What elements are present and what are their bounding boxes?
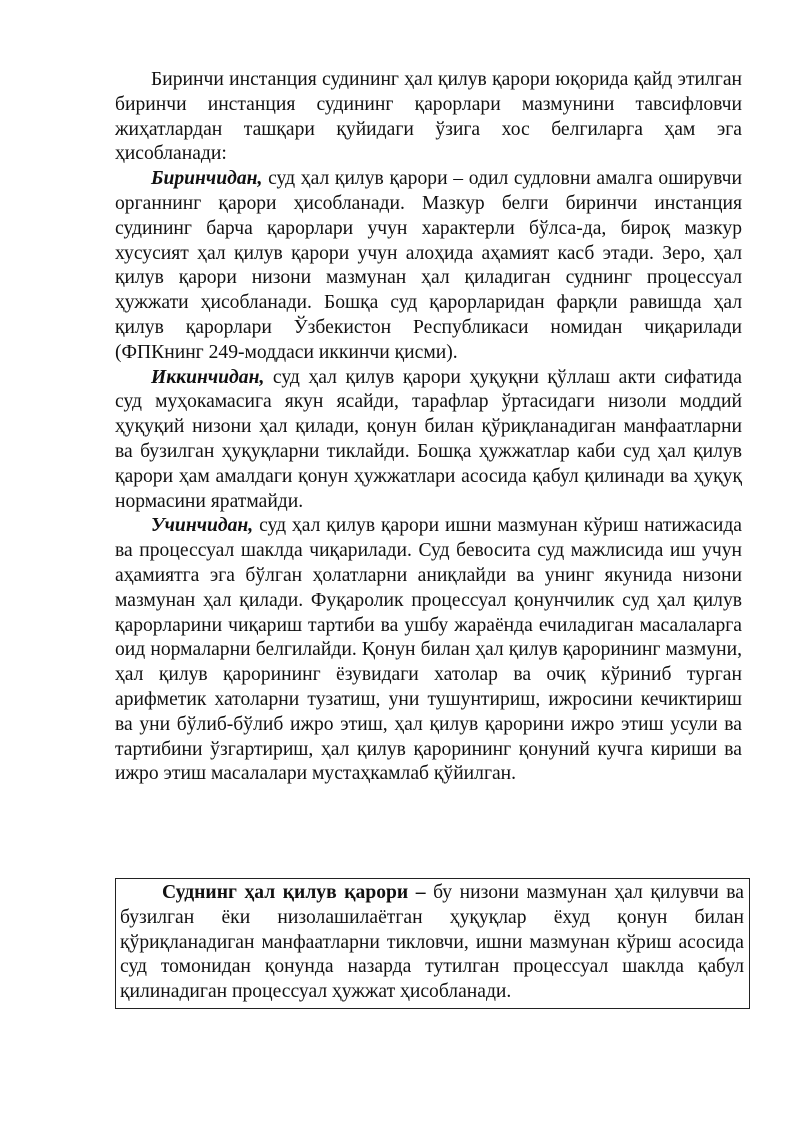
point-text-second: суд ҳал қилув қарори ҳуқуқни қўллаш акти сифатида суд муҳокамасига якун ясайди, тарафлар ўртасидаги низоли моддий ҳуқуқий низони ҳал қилади, қонун билан қўриқланадиган манфаатларни ва бузилган ҳуқуқларни тиклайди. Бошқа ҳужжатлар каби суд ҳал қилув қарори ҳам амалдаги қонун ҳужжатлари асосида қабул қилинади ва ҳуқуқ нормасини яратмайди. (115, 366, 742, 512)
point-lead-third: Учинчидан, (151, 515, 254, 537)
point-lead-first: Биринчидан, (151, 168, 263, 190)
point-paragraph-first (115, 167, 742, 365)
point-text-first: суд ҳал қилув қарори – одил судловни амалга оширувчи органнинг қарори ҳисобланади. Мазкур белги биринчи инстанция судининг барча қарорлари учун характерли бўлса-да, бироқ мазкур хусусият ҳал қилув қарори учун алоҳида аҳамият касб этади. Зеро, ҳал қилув қарори низони мазмунан ҳал қиладиган суднинг процессуал ҳужжати ҳисобланади. Бошқа суд қарорларидан фарқли равишда ҳал қилув қарорлари Ўзбекистон Республикаси номидан чиқарилади (ФПКнинг 249-моддаси иккинчи қисми). (115, 168, 742, 363)
point-text-third: суд ҳал қилув қарори ишни мазмунан кўриш натижасида ва процессуал шаклда чиқарилади. Суд бевосита суд мажлисида иш учун аҳамиятга эга бўлган ҳолатларни аниқлайди ва унинг якунида низони мазмунан ҳал қилади. Фуқаролик процессуал қонунчилик суд ҳал қилув қарорларини чиқариш тартиби ва ушбу жараёнда ечиладиган масалаларга оид нормаларни белгилайди. Қонун билан ҳал қилув қарорининг мазмуни, ҳал қилув қарорининг ёзувидаги хатолар ва очиқ кўриниб турган арифметик хатоларни тузатиш, уни тушунтириш, ижросини кечиктириш ва уни бўлиб-бўлиб ижро этиш, ҳал қилув қарорини ижро этиш усули ва тартибини ўзгартириш, ҳал қилув қарорининг қонуний кучга кириши ва ижро этиш масалалари мустаҳкамлаб қўйилган. (115, 515, 742, 785)
point-paragraph-third (115, 514, 742, 787)
document-body (115, 68, 742, 787)
definition-paragraph (120, 881, 744, 1005)
point-lead-second: Иккинчидан, (151, 366, 265, 388)
definition-term: Суднинг ҳал қилув қарори – (162, 882, 426, 903)
intro-paragraph: Биринчи инстанция судининг ҳал қилув қарори юқорида қайд этилган биринчи инстанция судининг қарорлари мазмунини тавсифловчи жиҳатлардан ташқари қуйидаги ўзига хос белгиларга ҳам эга ҳисобланади: (115, 69, 742, 165)
point-paragraph-second (115, 366, 742, 515)
definition-text: бу низони мазмунан ҳал қилувчи ва бузилган ёки низолашилаётган ҳуқуқлар ёхуд қонун билан қўриқланадиган манфаатларни тикловчи, ишни мазмунан кўриш асосида суд томонидан қонунда назарда тутилган процессуал шаклда қабул қилинадиган процессуал ҳужжат ҳисобланади. (120, 882, 744, 1003)
definition-box (115, 878, 750, 1009)
